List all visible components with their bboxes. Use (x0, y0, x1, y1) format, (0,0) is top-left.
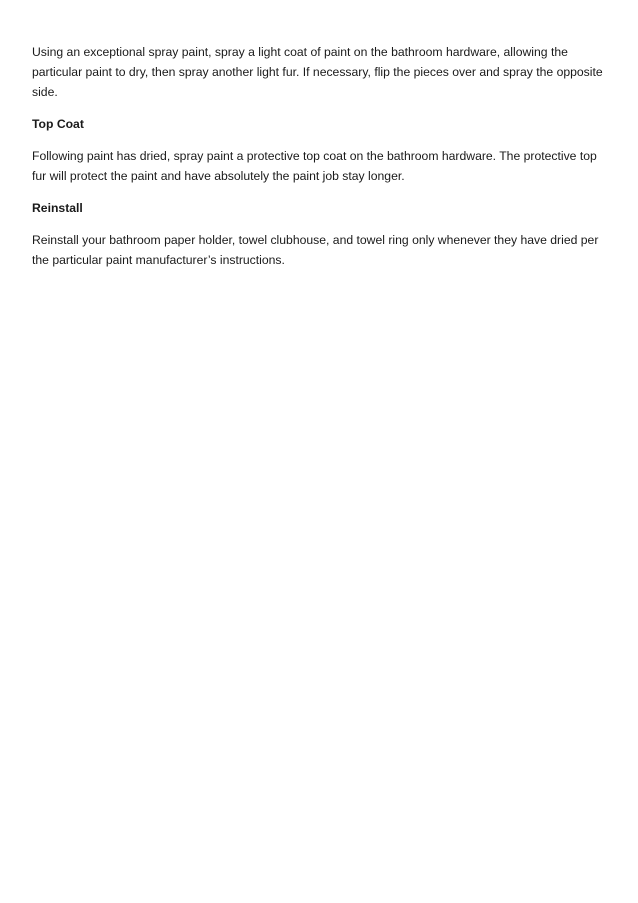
document-body (32, 42, 608, 282)
section-body-reinstall: Reinstall your bathroom paper holder, towel clubhouse, and towel ring only whenever they have dried per the particular paint manufacturer’s instructions. (32, 233, 599, 267)
intro-paragraph: Using an exceptional spray paint, spray a light coat of paint on the bathroom hardware, allowing the particular paint to dry, then spray another light fur. If necessary, flip the pieces over and spray the opposite side. (32, 45, 603, 99)
section-body-top-coat: Following paint has dried, spray paint a protective top coat on the bathroom hardware. The protective top fur will protect the paint and have absolutely the paint job stay longer. (32, 149, 597, 183)
section-heading-reinstall: Reinstall (32, 201, 83, 215)
section-heading-top-coat: Top Coat (32, 117, 84, 131)
